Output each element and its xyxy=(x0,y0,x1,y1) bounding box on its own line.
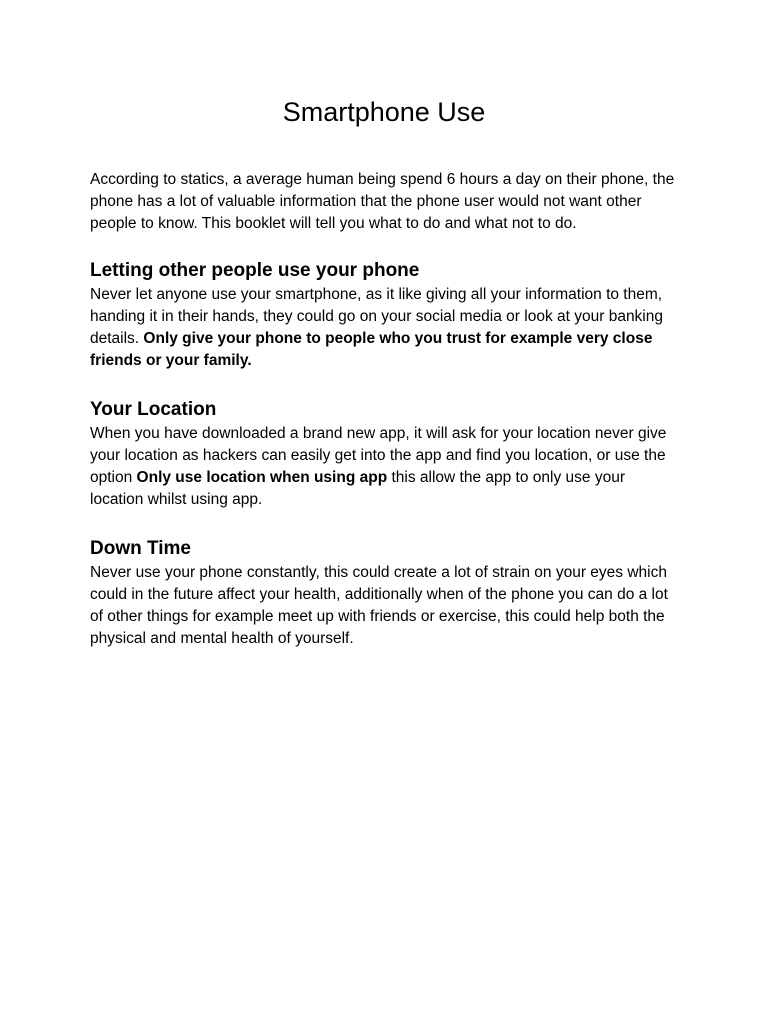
section-body xyxy=(90,284,680,372)
section-body xyxy=(90,423,680,511)
body-text: Never let anyone use your smartphone, as it like giving all your information to them, handing it in their hands, they could go on your social media or look at your banking details. xyxy=(90,286,663,347)
section-heading: Your Location xyxy=(90,399,217,420)
section-heading: Letting other people use your phone xyxy=(90,260,420,281)
section-down-time xyxy=(90,536,680,650)
section-heading: Down Time xyxy=(90,538,191,559)
body-bold-text: Only use location when using app xyxy=(136,469,388,486)
body-text: When you have downloaded a brand new app, it will ask for your location never give your location as hackers can easily get into the app and find you location, or use the option xyxy=(90,425,667,486)
body-text-after: this allow the app to only use your location whilst using app. xyxy=(90,469,625,508)
body-text: Never use your phone constantly, this could create a lot of strain on your eyes which could in the future affect your health, additionally when of the phone you can do a lot of other things for example meet up with friends or exercise, this could help both the physical and mental health of yourself. xyxy=(90,564,668,647)
section-letting-others-use-phone xyxy=(90,258,680,372)
section-your-location xyxy=(90,397,680,511)
page-title: Smartphone Use xyxy=(282,97,486,127)
section-body xyxy=(90,562,680,650)
body-bold-text: Only give your phone to people who you trust for example very close friends or your family. xyxy=(90,330,653,369)
intro-paragraph: According to statics, a average human being spend 6 hours a day on their phone, the phone has a lot of valuable information that the phone user would not want other people to know. This booklet will tell you what to do and what not to do. xyxy=(90,171,675,232)
